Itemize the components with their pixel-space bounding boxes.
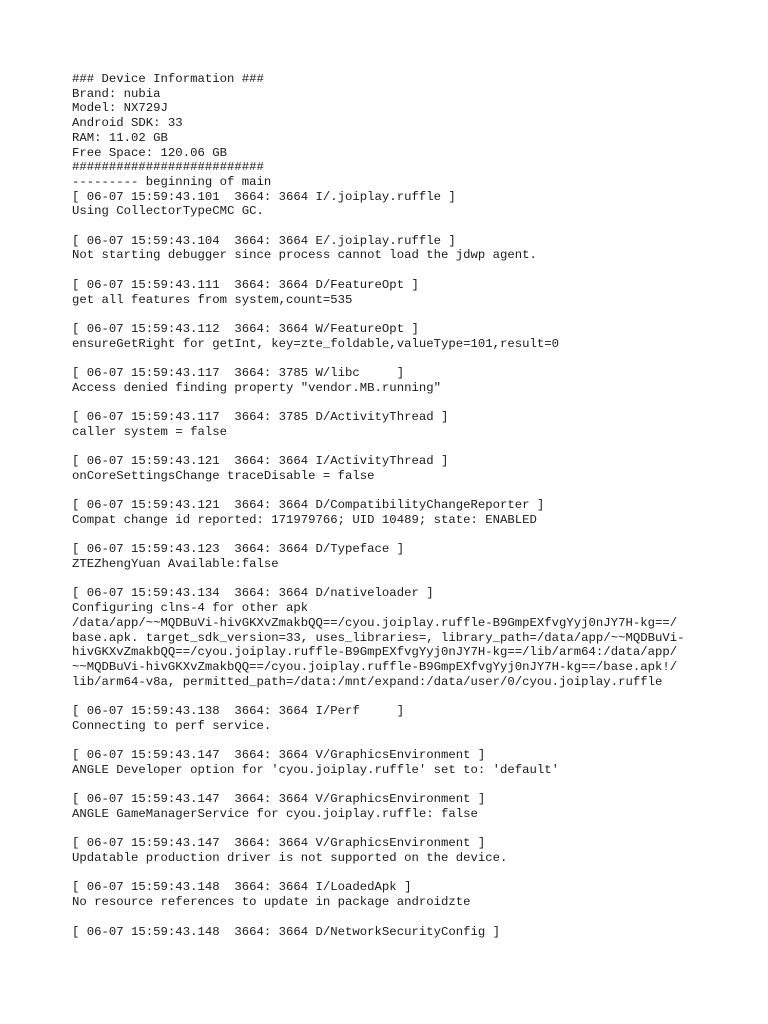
main-buffer-marker: --------- beginning of main: [72, 174, 272, 189]
log-entry-message: Access denied finding property "vendor.MB.running": [72, 380, 441, 395]
log-entry-header: [ 06-07 15:59:43.123 3664: 3664 D/Typeface ]: [72, 542, 405, 557]
log-entry-message: ensureGetRight for getInt, key=zte_foldable,valueType=101,result=0: [72, 336, 560, 351]
log-entries: [72, 190, 712, 940]
log-entry-header: [ 06-07 15:59:43.121 3664: 3664 I/ActivityThread ]: [72, 454, 449, 469]
log-entry-message: No resource references to update in package androidzte: [72, 895, 471, 910]
device-model: Model: NX729J: [72, 101, 168, 116]
log-entry: [72, 586, 712, 689]
log-entry-header: [ 06-07 15:59:43.134 3664: 3664 D/nativeloader ]: [72, 586, 434, 601]
device-brand: Brand: nubia: [72, 86, 161, 101]
log-entry-message: Updatable production driver is not supported on the device.: [72, 851, 508, 866]
log-entry-header: [ 06-07 15:59:43.147 3664: 3664 V/GraphicsEnvironment ]: [72, 792, 486, 807]
log-entry: [72, 880, 712, 909]
device-free-space: Free Space: 120.06 GB: [72, 145, 227, 160]
log-entry: [72, 792, 712, 821]
log-entry: [72, 498, 712, 527]
log-entry-header: [ 06-07 15:59:43.148 3664: 3664 D/NetworkSecurityConfig ]: [72, 924, 501, 939]
log-entry-header: [ 06-07 15:59:43.147 3664: 3664 V/GraphicsEnvironment ]: [72, 836, 486, 851]
log-entry-header: [ 06-07 15:59:43.111 3664: 3664 D/FeatureOpt ]: [72, 277, 419, 292]
device-info-separator: ##########################: [72, 160, 264, 175]
log-entry: [72, 704, 712, 733]
log-entry-header: [ 06-07 15:59:43.148 3664: 3664 I/LoadedApk ]: [72, 880, 412, 895]
device-info-block: [72, 72, 712, 190]
log-entry-message: Using CollectorTypeCMC GC.: [72, 204, 264, 219]
device-info-heading: ### Device Information ###: [72, 72, 264, 86]
log-entry-message: caller system = false: [72, 424, 227, 439]
log-entry-message: Connecting to perf service.: [72, 718, 272, 733]
log-entry: [72, 366, 712, 395]
log-entry-message: get all features from system,count=535: [72, 292, 353, 307]
log-entry-message: onCoreSettingsChange traceDisable = false: [72, 468, 375, 483]
device-ram: RAM: 11.02 GB: [72, 130, 168, 145]
log-entry-header: [ 06-07 15:59:43.117 3664: 3785 D/ActivityThread ]: [72, 410, 449, 425]
log-entry: [72, 925, 712, 940]
log-entry: [72, 190, 712, 219]
log-entry-message: ANGLE Developer option for 'cyou.joiplay.ruffle' set to: 'default': [72, 762, 560, 777]
log-document: [72, 72, 712, 954]
log-entry: [72, 454, 712, 483]
log-entry-message: Configuring clns-4 for other apk /data/app/~~MQDBuVi-hivGKXvZmakbQQ==/cyou.joiplay.ruffle-B9GmpEXfvgYyj0nJY7H-kg==/ base.apk. target_sdk_version=33, uses_libraries=, library_path=/data/app/~~MQDBuVi- hivGKXvZmakbQQ==/cyou.joiplay.ruffle-B9GmpEXfvgYyj0nJY7H-kg==/lib/arm64:/data/app/ ~~MQDBuVi-hivGKXvZmakbQQ==/cyou.joiplay.ruffle-B9GmpEXfvgYyj0nJY7H-kg==/base.apk!/ lib/arm64-v8a, permitted_path=/data:/mnt/expand:/data/user/0/cyou.joiplay.ruffle: [72, 601, 685, 689]
log-entry: [72, 322, 712, 351]
log-entry-header: [ 06-07 15:59:43.117 3664: 3785 W/libc ]: [72, 366, 405, 380]
log-entry-header: [ 06-07 15:59:43.104 3664: 3664 E/.joiplay.ruffle ]: [72, 233, 456, 248]
log-entry: [72, 278, 712, 307]
log-entry-header: [ 06-07 15:59:43.138 3664: 3664 I/Perf ]: [72, 704, 405, 719]
device-sdk: Android SDK: 33: [72, 116, 183, 131]
log-entry: [72, 234, 712, 263]
log-entry-header: [ 06-07 15:59:43.147 3664: 3664 V/GraphicsEnvironment ]: [72, 748, 486, 763]
log-entry-message: ANGLE GameManagerService for cyou.joiplay.ruffle: false: [72, 806, 478, 821]
log-entry-message: Compat change id reported: 171979766; UID 10489; state: ENABLED: [72, 512, 537, 527]
log-entry-message: Not starting debugger since process cannot load the jdwp agent.: [72, 248, 537, 263]
log-entry: [72, 410, 712, 439]
log-entry-header: [ 06-07 15:59:43.101 3664: 3664 I/.joiplay.ruffle ]: [72, 189, 456, 204]
log-entry: [72, 542, 712, 571]
log-entry: [72, 836, 712, 865]
log-entry-header: [ 06-07 15:59:43.112 3664: 3664 W/FeatureOpt ]: [72, 321, 419, 336]
log-entry: [72, 748, 712, 777]
log-entry-message: ZTEZhengYuan Available:false: [72, 557, 279, 572]
log-entry-header: [ 06-07 15:59:43.121 3664: 3664 D/CompatibilityChangeReporter ]: [72, 498, 545, 513]
